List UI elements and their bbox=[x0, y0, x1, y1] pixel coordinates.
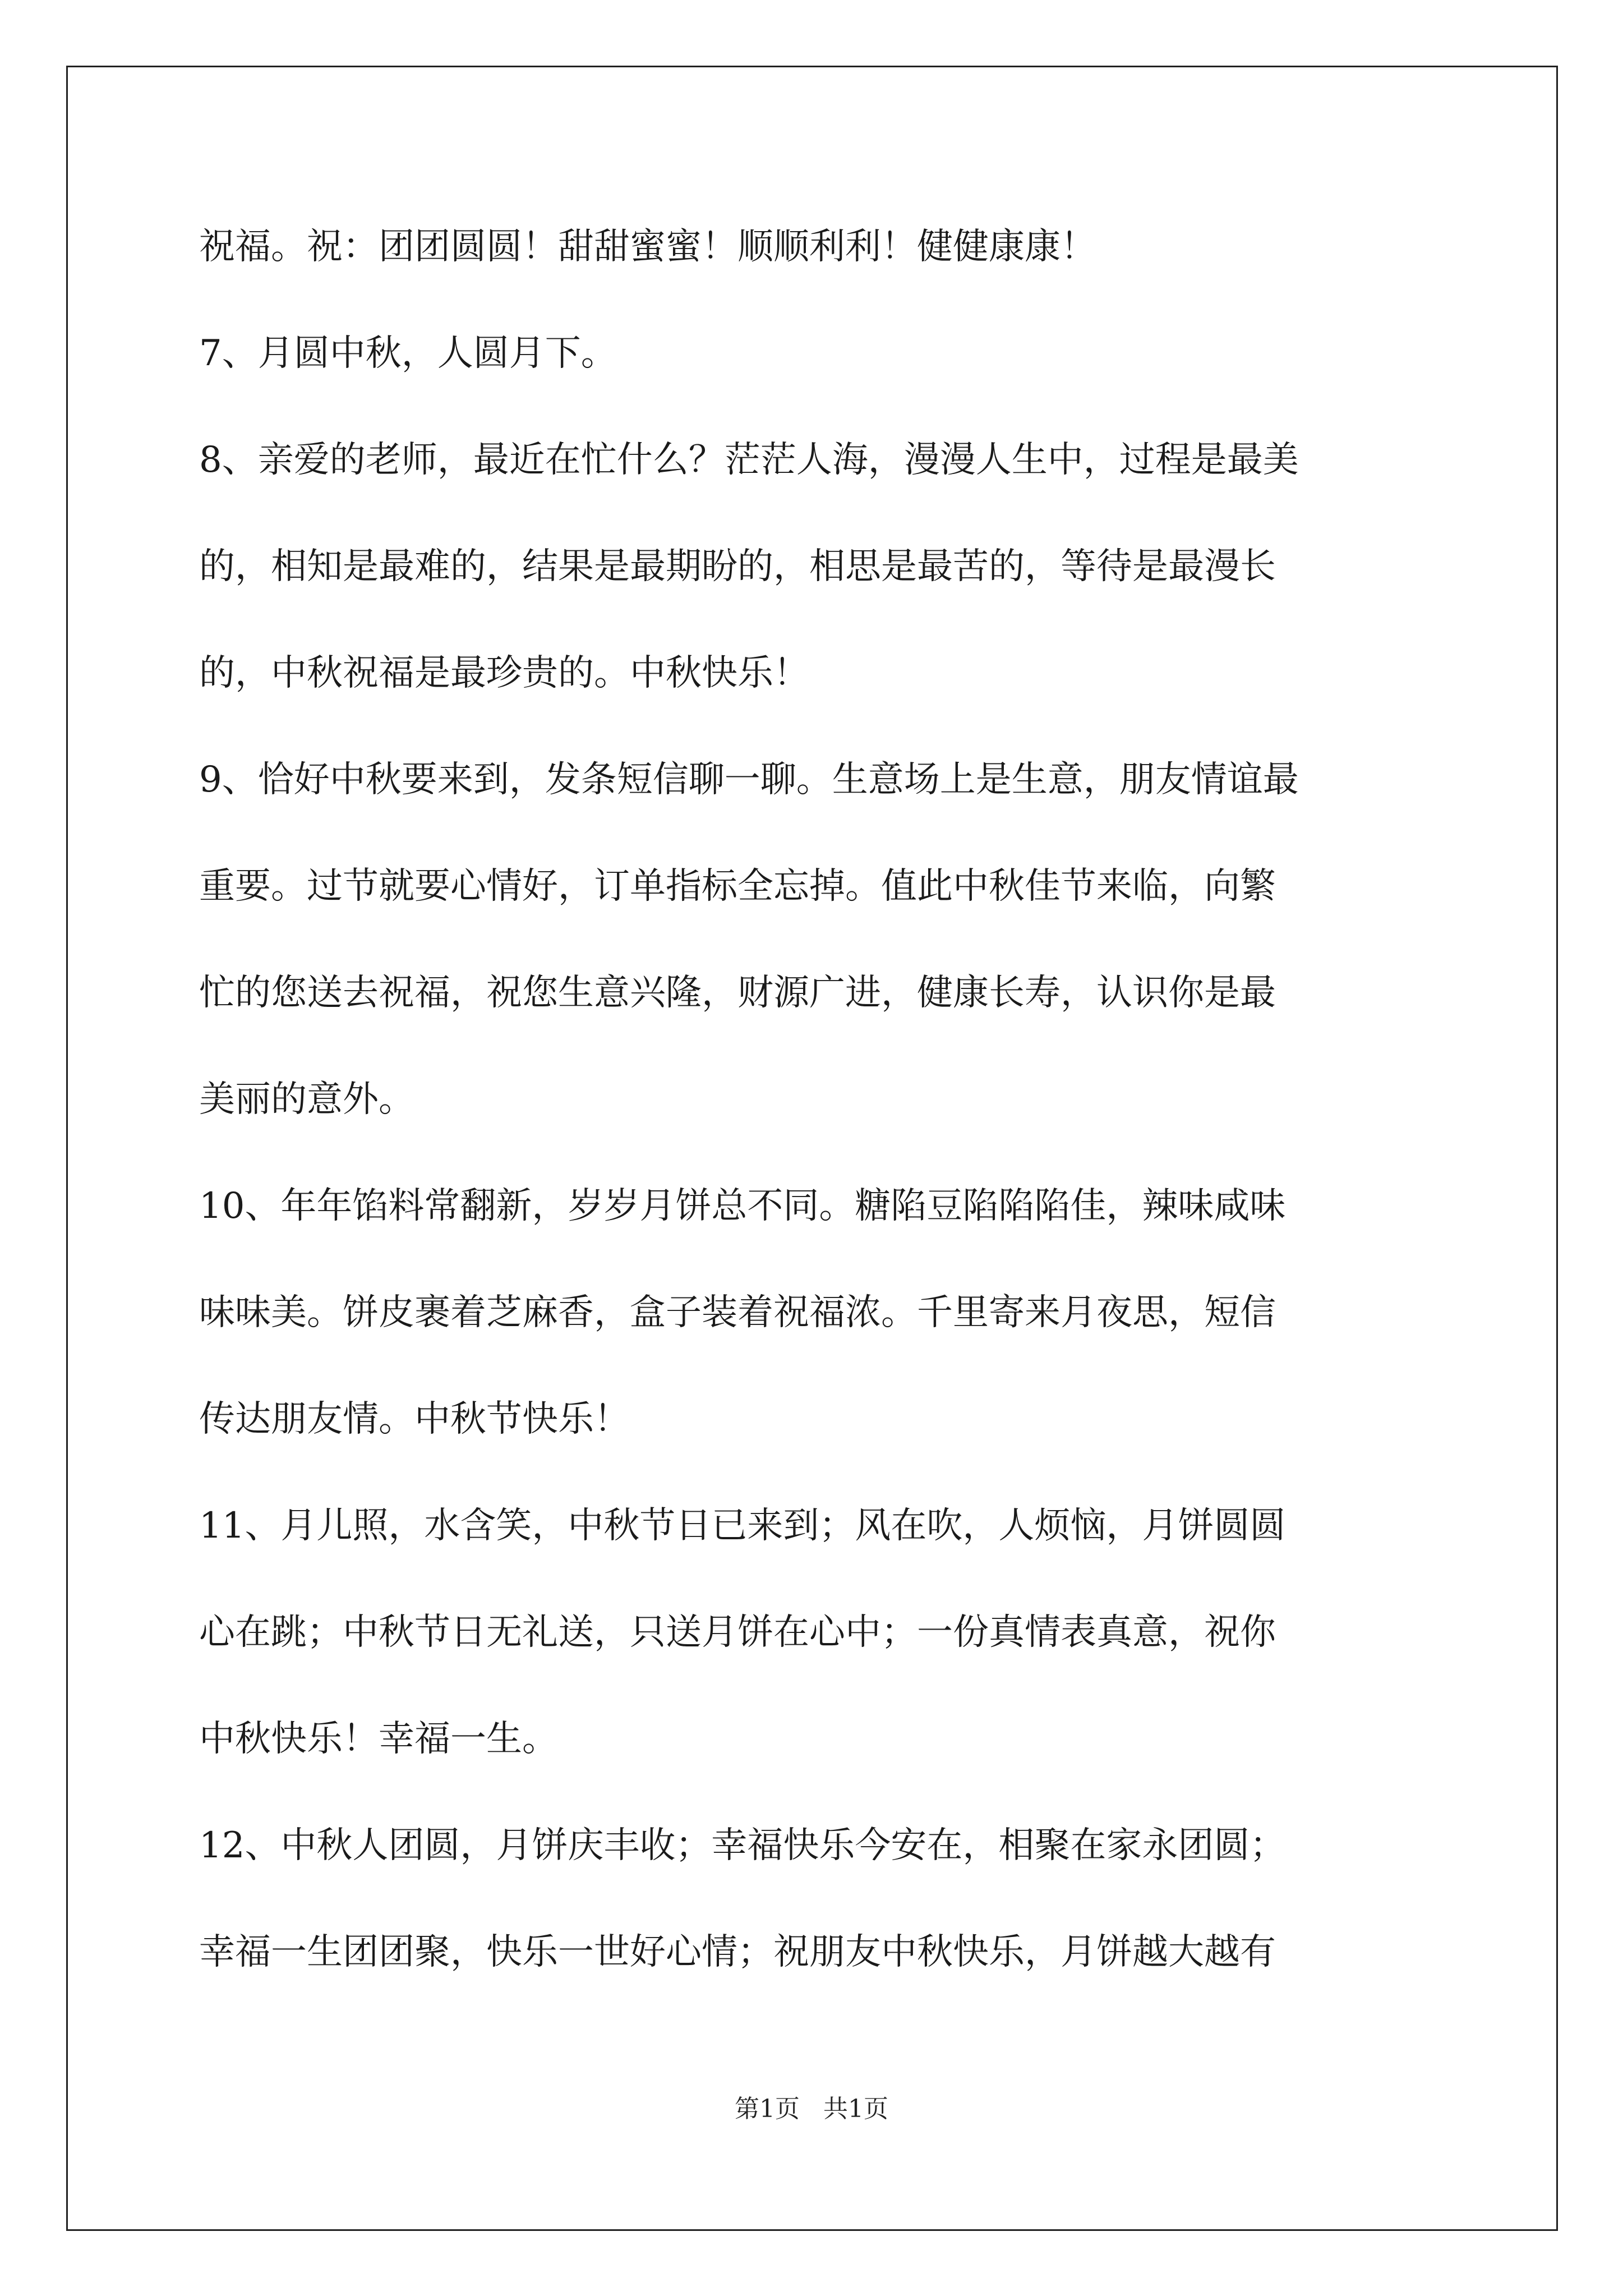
text-line: 8、亲爱的老师，最近在忙什么？茫茫人海，漫漫人生中，过程是最美 bbox=[199, 439, 1299, 481]
text-line: 12、中秋人团圆，月饼庆丰收；幸福快乐今安在，相聚在家永团圆； bbox=[199, 1825, 1286, 1866]
text-line: 11、月儿照，水含笑，中秋节日已来到；风在吹，人烦恼，月饼圆圆 bbox=[199, 1505, 1286, 1547]
text-line: 忙的您送去祝福，祝您生意兴隆，财源广进，健康长寿，认识你是最 bbox=[199, 972, 1276, 1014]
text-line: 的，中秋祝福是最珍贵的。中秋快乐！ bbox=[199, 652, 809, 694]
text-line: 的，相知是最难的，结果是最期盼的，相思是最苦的，等待是最漫长 bbox=[199, 546, 1276, 587]
text-line: 中秋快乐！幸福一生。 bbox=[199, 1718, 558, 1760]
text-line: 味味美。饼皮裹着芝麻香，盒子装着祝福浓。千里寄来月夜思，短信 bbox=[199, 1292, 1276, 1333]
document-body bbox=[199, 213, 1433, 2025]
text-line: 祝福。祝：团团圆圆！甜甜蜜蜜！顺顺利利！健健康康！ bbox=[199, 226, 1096, 268]
text-line: 重要。过节就要心情好，订单指标全忘掉。值此中秋佳节来临，向繁 bbox=[199, 866, 1276, 907]
text-line: 心在跳；中秋节日无礼送，只送月饼在心中；一份真情表真意，祝你 bbox=[199, 1612, 1276, 1653]
text-line: 美丽的意外。 bbox=[199, 1079, 414, 1120]
text-line: 幸福一生团团聚，快乐一世好心情；祝朋友中秋快乐，月饼越大越有 bbox=[199, 1931, 1276, 1973]
text-line: 10、年年馅料常翻新，岁岁月饼总不同。糖陷豆陷陷陷佳，辣味咸味 bbox=[199, 1185, 1286, 1227]
text-line: 7、月圆中秋，人圆月下。 bbox=[199, 333, 617, 374]
page-number-footer: 第1页 共1页 bbox=[735, 2095, 888, 2123]
text-line: 9、恰好中秋要来到，发条短信聊一聊。生意场上是生意，朋友情谊最 bbox=[199, 759, 1299, 800]
text-line: 传达朋友情。中秋节快乐！ bbox=[199, 1398, 630, 1440]
